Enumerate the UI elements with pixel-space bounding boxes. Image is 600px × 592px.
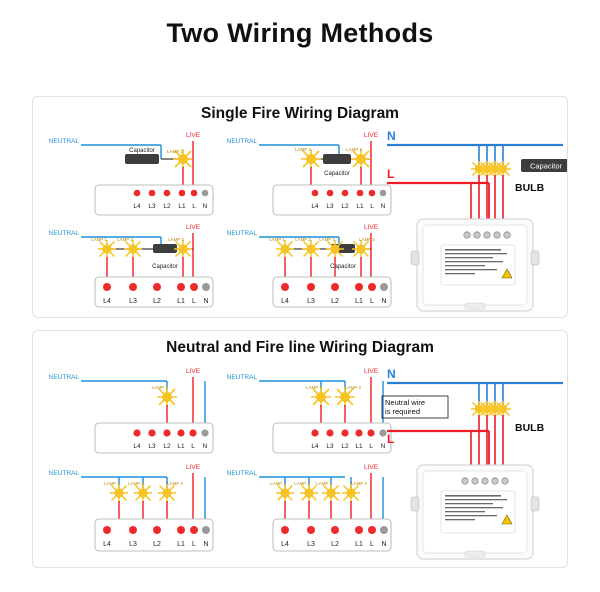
small-diagram-neutral-4 — [227, 464, 391, 551]
label-neutral: NEUTRAL — [48, 374, 79, 381]
note-line-1: Neutral wire — [385, 398, 426, 407]
label-neutral: NEUTRAL — [48, 470, 79, 477]
note-line-2: is required — [385, 407, 421, 416]
label-lamp: LAMP 2 — [295, 237, 311, 242]
svg-text:L1: L1 — [177, 298, 185, 305]
svg-text:L2: L2 — [341, 203, 349, 210]
single-fire-diagrams — [33, 123, 567, 313]
svg-text:L: L — [370, 541, 374, 548]
svg-text:L2: L2 — [153, 541, 161, 548]
label-lamp: LAMP 1 — [270, 481, 286, 486]
svg-text:L3: L3 — [307, 541, 315, 548]
label-capacitor: Capacitor — [324, 171, 350, 177]
label-lamp: LAMP 1 — [269, 237, 285, 242]
svg-text:L1: L1 — [355, 541, 363, 548]
svg-text:L4: L4 — [311, 443, 319, 450]
page-title: Two Wiring Methods — [166, 18, 434, 48]
svg-text:N: N — [380, 443, 386, 450]
label-neutral: NEUTRAL — [226, 374, 257, 381]
label-lamp: LAMP 3 — [168, 237, 184, 242]
label-lamp: LAMP 2 — [128, 481, 144, 486]
svg-text:L: L — [370, 203, 374, 210]
label-lamp: LAMP 2 — [344, 385, 362, 390]
svg-text:N: N — [203, 541, 209, 548]
svg-text:L1: L1 — [355, 443, 363, 450]
svg-text:L2: L2 — [341, 443, 349, 450]
svg-text:L1: L1 — [177, 541, 185, 548]
neutral-fire-diagrams — [33, 357, 567, 563]
label-lamp: LAMP 2 — [345, 147, 363, 152]
big-diagram-single-fire — [387, 129, 567, 311]
note-neutral-wire-required — [382, 396, 448, 418]
label-lamp: LAMP 1 — [104, 481, 120, 486]
svg-text:L2: L2 — [163, 203, 171, 210]
label-lamp: LAMP 4 — [351, 481, 367, 486]
svg-text:L4: L4 — [281, 541, 289, 548]
label-lamp: LAMP 3 — [167, 481, 183, 486]
label-lamp: LAMP 1 — [305, 385, 323, 390]
svg-text:L2: L2 — [331, 298, 339, 305]
svg-text:L: L — [192, 541, 196, 548]
svg-text:L3: L3 — [326, 443, 334, 450]
svg-text:L4: L4 — [311, 203, 319, 210]
label-live: LIVE — [185, 464, 201, 471]
label-lamp: LAMP 1 — [166, 149, 184, 154]
svg-text:N: N — [202, 203, 208, 210]
svg-text:L2: L2 — [331, 541, 339, 548]
label-live: LIVE — [363, 464, 379, 471]
label-n: N — [387, 367, 396, 381]
svg-text:L1: L1 — [177, 443, 185, 450]
label-bulb: BULB — [515, 182, 545, 194]
svg-text:L3: L3 — [129, 541, 137, 548]
label-n: N — [387, 129, 396, 143]
small-diagram-single-1 — [49, 132, 213, 215]
svg-text:L: L — [370, 298, 374, 305]
label-bulb: BULB — [515, 422, 545, 434]
svg-text:L4: L4 — [103, 541, 111, 548]
panel-single-fire-wiring — [32, 96, 568, 318]
label-neutral: NEUTRAL — [48, 230, 79, 237]
label-live: LIVE — [185, 368, 201, 375]
svg-text:N: N — [202, 443, 208, 450]
svg-text:N: N — [380, 203, 386, 210]
label-lamp: LAMP 1 — [91, 237, 107, 242]
label-live: LIVE — [363, 368, 379, 375]
label-lamp: LAMP 4 — [359, 237, 375, 242]
svg-text:L3: L3 — [148, 203, 156, 210]
svg-text:N: N — [381, 298, 387, 305]
svg-text:L3: L3 — [326, 203, 334, 210]
svg-text:L1: L1 — [356, 203, 364, 210]
label-lamp: LAMP 2 — [294, 481, 310, 486]
label-lamp: LAMP 1 — [151, 385, 169, 390]
big-diagram-neutral-fire — [382, 367, 563, 559]
svg-text:L4: L4 — [281, 298, 289, 305]
small-diagram-neutral-3 — [49, 464, 213, 551]
label-lamp: LAMP 1 — [294, 147, 312, 152]
label-capacitor: Capacitor — [330, 264, 356, 270]
small-diagram-single-4 — [227, 224, 391, 307]
label-live: LIVE — [185, 224, 201, 231]
svg-text:N: N — [381, 541, 387, 548]
svg-text:L3: L3 — [307, 298, 315, 305]
svg-text:L2: L2 — [153, 298, 161, 305]
label-lamp: LAMP 3 — [319, 237, 335, 242]
svg-text:L: L — [192, 298, 196, 305]
svg-text:L4: L4 — [133, 203, 141, 210]
label-capacitor: Capacitor — [529, 161, 563, 171]
small-diagram-neutral-1 — [49, 368, 213, 453]
small-diagram-single-2 — [227, 132, 391, 215]
svg-text:N: N — [203, 298, 209, 305]
panel-neutral-fire-wiring — [32, 330, 568, 568]
label-neutral: NEUTRAL — [226, 470, 257, 477]
svg-text:L1: L1 — [178, 203, 186, 210]
svg-text:L3: L3 — [129, 298, 137, 305]
label-neutral: NEUTRAL — [48, 138, 79, 145]
panel-neutral-fire-title: Neutral and Fire line Wiring Diagram — [166, 339, 434, 356]
svg-text:L4: L4 — [133, 443, 141, 450]
label-live: LIVE — [363, 132, 379, 139]
svg-text:L3: L3 — [148, 443, 156, 450]
panel-single-fire-title: Single Fire Wiring Diagram — [201, 105, 399, 122]
label-lamp: LAMP 3 — [316, 481, 332, 486]
svg-text:L: L — [191, 443, 195, 450]
label-live: LIVE — [185, 132, 201, 139]
label-l: L — [387, 167, 395, 181]
svg-text:L4: L4 — [103, 298, 111, 305]
svg-text:L: L — [369, 443, 373, 450]
label-capacitor: Capacitor — [152, 264, 178, 270]
label-capacitor: Capacitor — [129, 148, 155, 154]
svg-text:L2: L2 — [163, 443, 171, 450]
label-l: L — [387, 432, 395, 446]
label-neutral: NEUTRAL — [226, 230, 257, 237]
small-diagram-single-3 — [49, 224, 213, 307]
small-diagram-neutral-2 — [227, 368, 391, 453]
label-live: LIVE — [363, 224, 379, 231]
label-neutral: NEUTRAL — [226, 138, 257, 145]
label-lamp: LAMP 2 — [117, 237, 133, 242]
svg-text:L1: L1 — [355, 298, 363, 305]
svg-text:L: L — [192, 203, 196, 210]
